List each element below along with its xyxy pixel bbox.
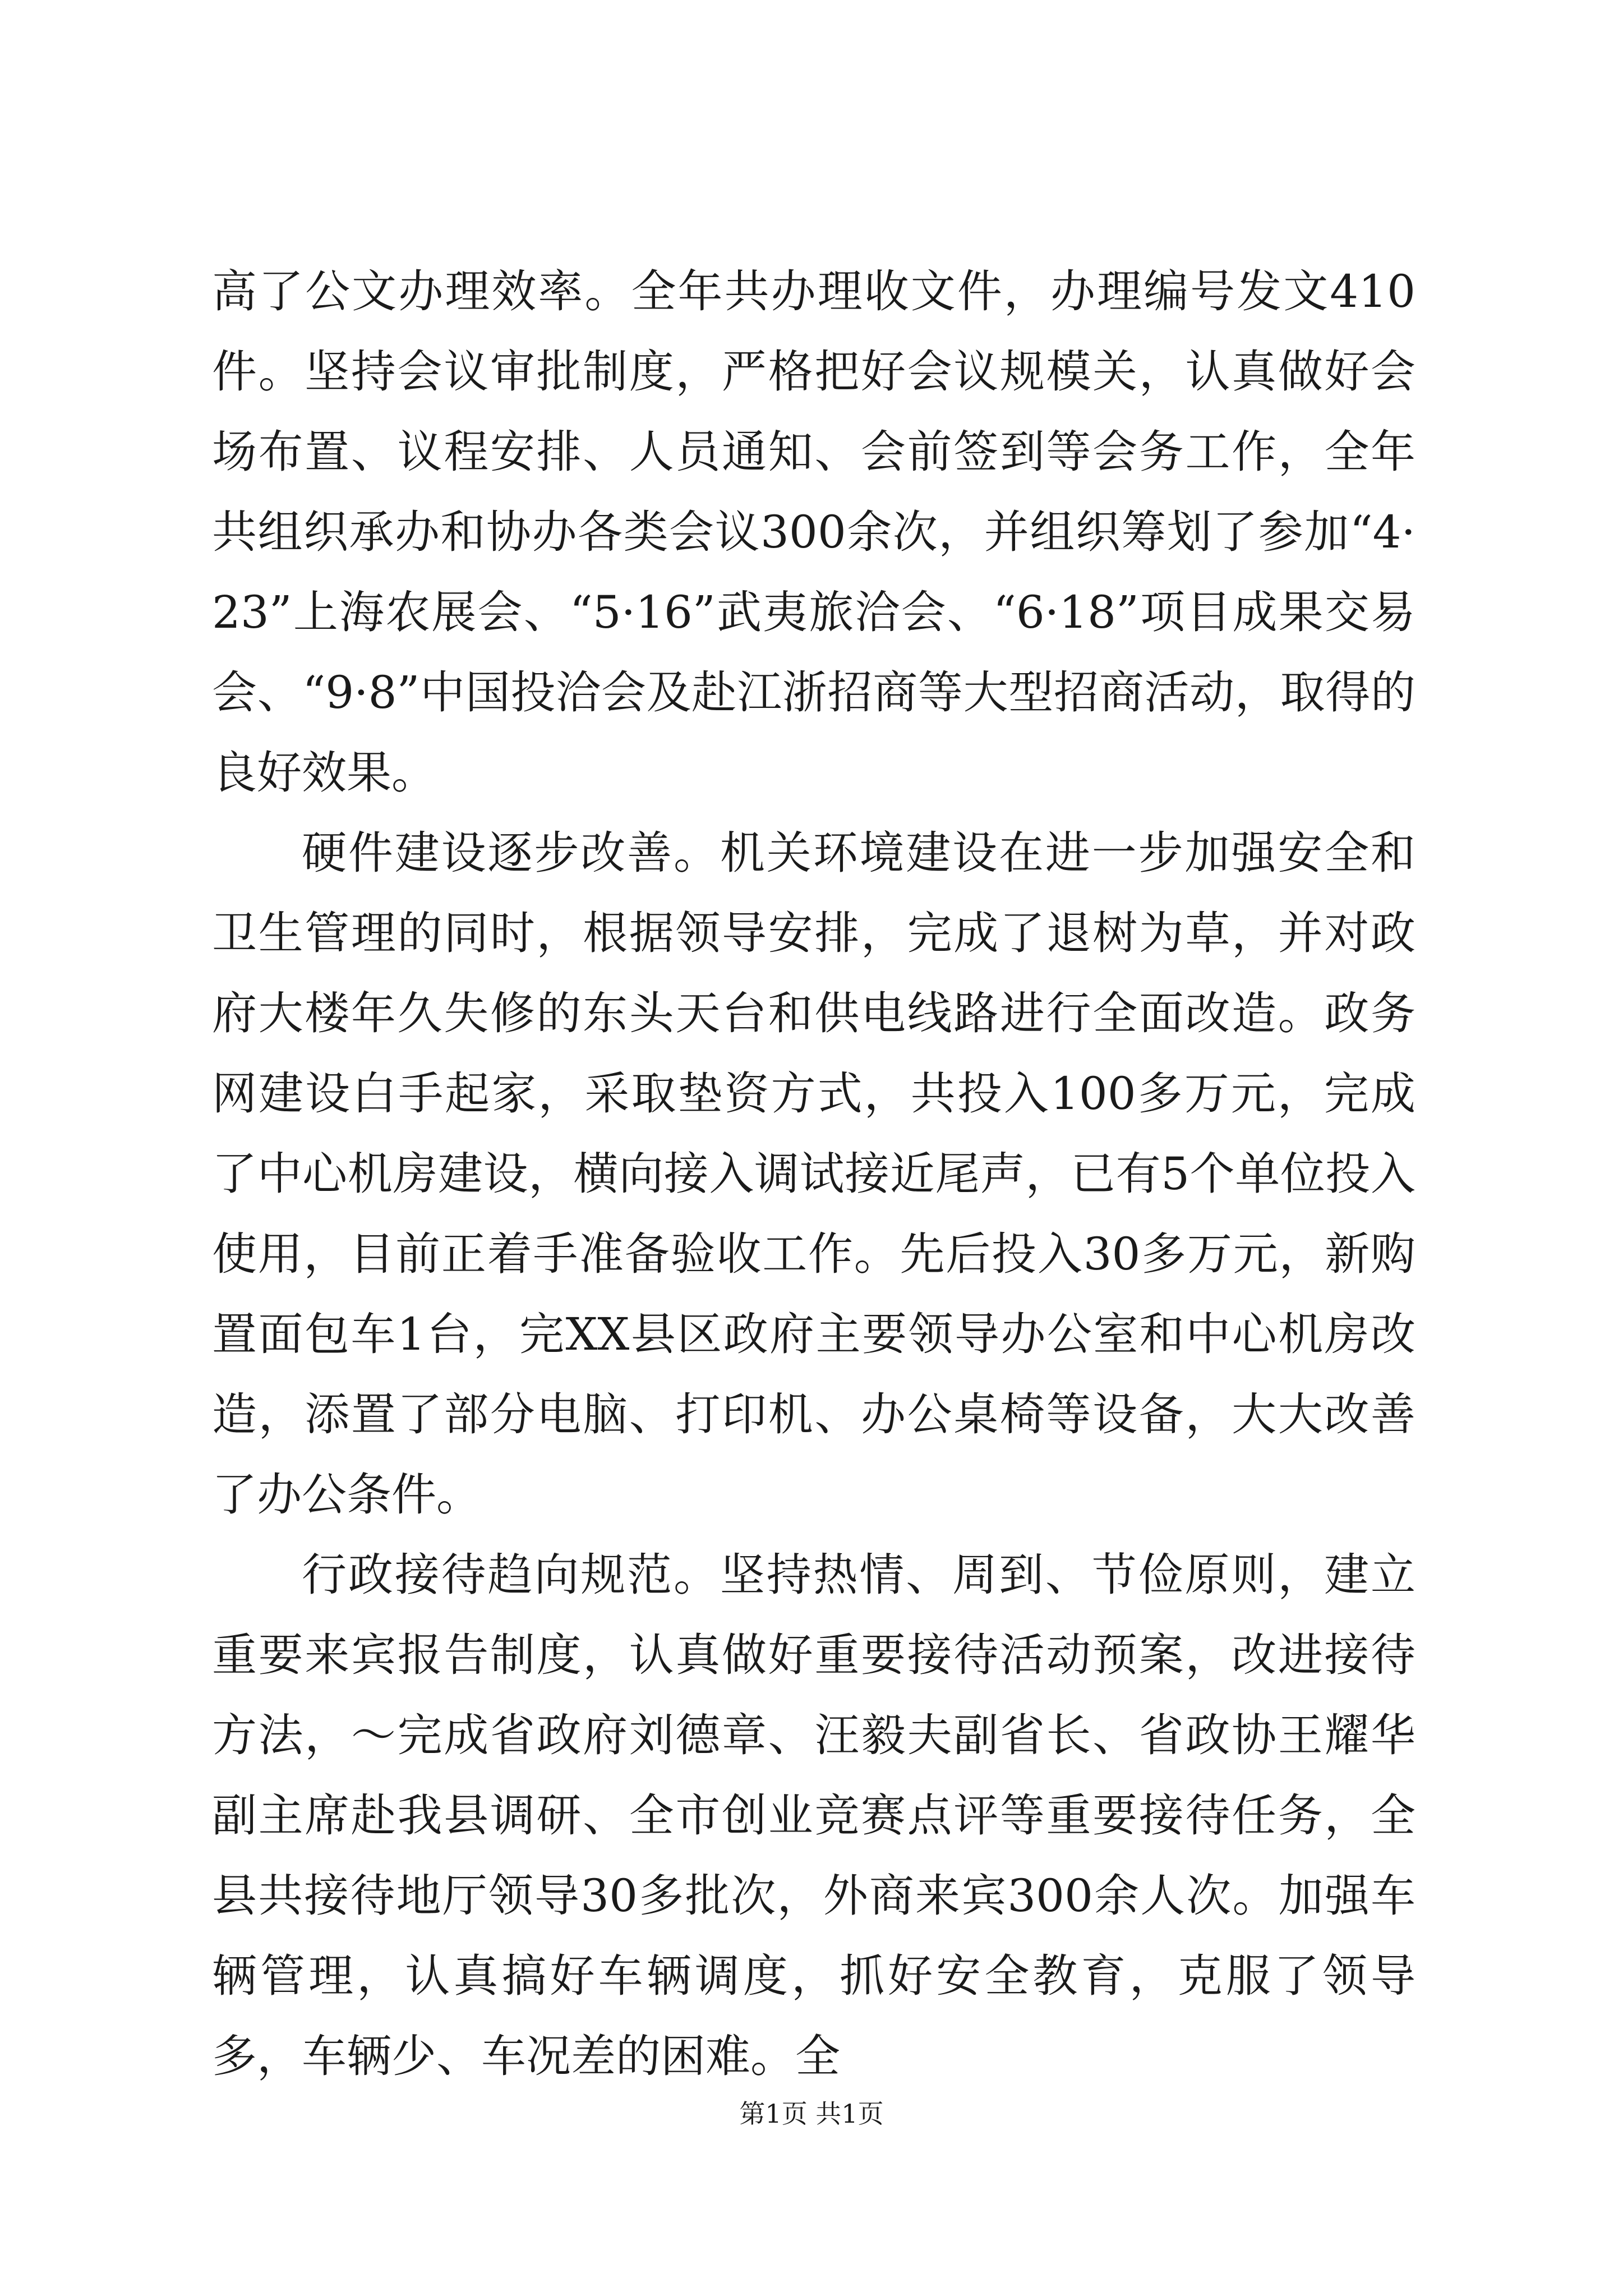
page-number-label: 第1页 共1页: [739, 2099, 884, 2129]
paragraph-2: 硬件建设逐步改善。机关环境建设在进一步加强安全和卫生管理的同时，根据领导安排，完成了退树为草，并对政府大楼年久失修的东头天台和供电线路进行全面改造。政务网建设白手起家，采取垫资方式，共投入100多万元，完成了中心机房建设，横向接入调试接近尾声，已有5个单位投入使用，目前正着手准备验收工作。先后投入30多万元，新购置面包车1台，完XX县区政府主要领导办公室和中心机房改造，添置了部分电脑、打印机、办公桌椅等设备，大大改善了办公条件。: [212, 827, 1415, 1521]
document-body: [212, 251, 1415, 2096]
paragraph-1: 高了公文办理效率。全年共办理收文件，办理编号发文410件。坚持会议审批制度，严格把好会议规模关，认真做好会场布置、议程安排、人员通知、会前签到等会务工作，全年共组织承办和协办各类会议300余次，并组织筹划了参加“4·23”上海农展会、“5·16”武夷旅洽会、“6·18”项目成果交易会、“9·8”中国投洽会及赴江浙招商等大型招商活动，取得的良好效果。: [212, 265, 1415, 799]
paragraph-3: 行政接待趋向规范。坚持热情、周到、节俭原则，建立重要来宾报告制度，认真做好重要接待活动预案，改进接待方法，～完成省政府刘德章、汪毅夫副省长、省政协王耀华副主席赴我县调研、全市创业竞赛点评等重要接待任务，全县共接待地厅领导30多批次，外商来宾300余人次。加强车辆管理，认真搞好车辆调度，抓好安全教育，克服了领导多，车辆少、车况差的困难。全: [212, 1549, 1415, 2082]
page-footer: [0, 2097, 1623, 2131]
